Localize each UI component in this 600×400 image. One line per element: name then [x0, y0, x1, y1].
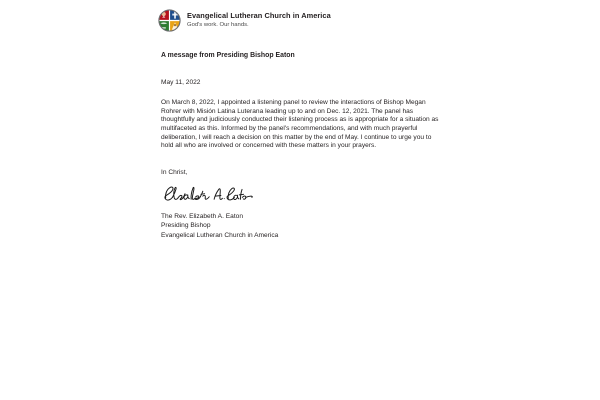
signature-block [161, 206, 441, 241]
brand-text [187, 12, 331, 29]
letterhead [158, 9, 331, 32]
letter-date: May 11, 2022 [161, 79, 201, 86]
signature-image [162, 182, 254, 206]
letter-paragraph: On March 8, 2022, I appointed a listening panel to review the interactions of Bishop Megan Rohrer with Misión Latina Luterana leading up to and on Dec. 12, 2021. The panel has thoughtfully and judiciously conducted their listening process as is appropriate for a situation as multifaceted as this. Informed by the panel's recommendations, and with much prayerful deliberation, I will reach a decision on this matter by the end of May. I continue to urge you to hold all who are involved or concerned with these matters in your prayers. [161, 99, 439, 150]
elca-logo-icon [158, 9, 181, 32]
organization-tagline: God's work. Our hands. [187, 22, 249, 29]
letter-closing: In Christ, [161, 168, 188, 176]
signer-organization: Evangelical Lutheran Church in America [161, 232, 279, 239]
letter-title: A message from Presiding Bishop Eaton [161, 52, 295, 59]
letter-body [161, 52, 441, 241]
signer-name: The Rev. Elizabeth A. Eaton [161, 212, 243, 220]
signer-title: Presiding Bishop [161, 222, 211, 230]
organization-name: Evangelical Lutheran Church in America [187, 10, 331, 20]
